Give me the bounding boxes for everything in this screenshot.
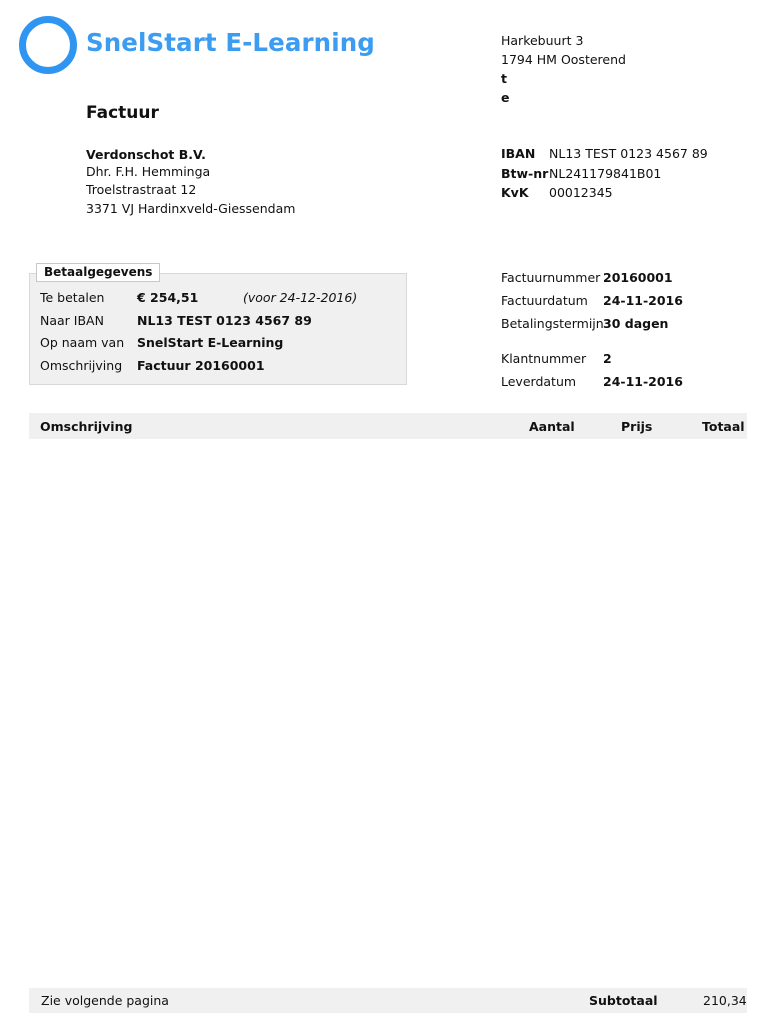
col-price: Prijs (621, 419, 653, 434)
pay-description-value: Factuur 20160001 (137, 358, 265, 373)
recipient-street: Troelstrastraat 12 (86, 182, 197, 197)
recipient-contact: Dhr. F.H. Hemminga (86, 164, 211, 179)
delivery-date-value: 24-11-2016 (603, 374, 683, 389)
btw-label: Btw-nr (501, 166, 549, 181)
invoice-number-label: Factuurnummer (501, 270, 601, 285)
iban-value: NL13 TEST 0123 4567 89 (549, 146, 708, 161)
subtotal-value: 210,34 (703, 993, 747, 1008)
amount-value: € 254,51 (137, 290, 199, 305)
btw-value: NL241179841B01 (549, 166, 662, 181)
customer-number-label: Klantnummer (501, 351, 587, 366)
next-page-note: Zie volgende pagina (41, 993, 169, 1008)
invoice-date-label: Factuurdatum (501, 293, 588, 308)
kvk-label: KvK (501, 185, 529, 200)
sender-city: 1794 HM Oosterend (501, 52, 626, 67)
company-logo-name: SnelStart E-Learning (86, 28, 375, 57)
delivery-date-label: Leverdatum (501, 374, 577, 389)
recipient-company: Verdonschot B.V. (86, 147, 206, 162)
sender-phone-label: t (501, 71, 507, 86)
document-title: Factuur (86, 103, 159, 123)
sender-street: Harkebuurt 3 (501, 33, 584, 48)
due-date-note: (voor 24-12-2016) (243, 290, 358, 305)
col-description: Omschrijving (40, 419, 133, 434)
pay-name-label: Op naam van (40, 335, 125, 350)
payment-details-legend: Betaalgegevens (36, 263, 160, 282)
customer-number-value: 2 (603, 351, 612, 366)
payment-term-value: 30 dagen (603, 316, 669, 331)
payment-term-label: Betalingstermijn (501, 316, 604, 331)
sender-email-label: e (501, 90, 510, 105)
col-quantity: Aantal (529, 419, 575, 434)
col-total: Totaal (702, 419, 745, 434)
invoice-number-value: 20160001 (603, 270, 673, 285)
invoice-date-value: 24-11-2016 (603, 293, 683, 308)
iban-label: IBAN (501, 146, 536, 161)
pay-description-label: Omschrijving (40, 358, 123, 373)
pay-iban-value: NL13 TEST 0123 4567 89 (137, 313, 312, 328)
recipient-city: 3371 VJ Hardinxveld-Giessendam (86, 201, 296, 216)
kvk-value: 00012345 (549, 185, 613, 200)
pay-iban-label: Naar IBAN (40, 313, 104, 328)
line-items-header (29, 413, 747, 439)
subtotal-label: Subtotaal (589, 993, 658, 1008)
amount-label: Te betalen (40, 290, 105, 305)
page-footer-bar (29, 988, 747, 1013)
pay-name-value: SnelStart E-Learning (137, 335, 284, 350)
logo-ring-icon (19, 16, 77, 74)
